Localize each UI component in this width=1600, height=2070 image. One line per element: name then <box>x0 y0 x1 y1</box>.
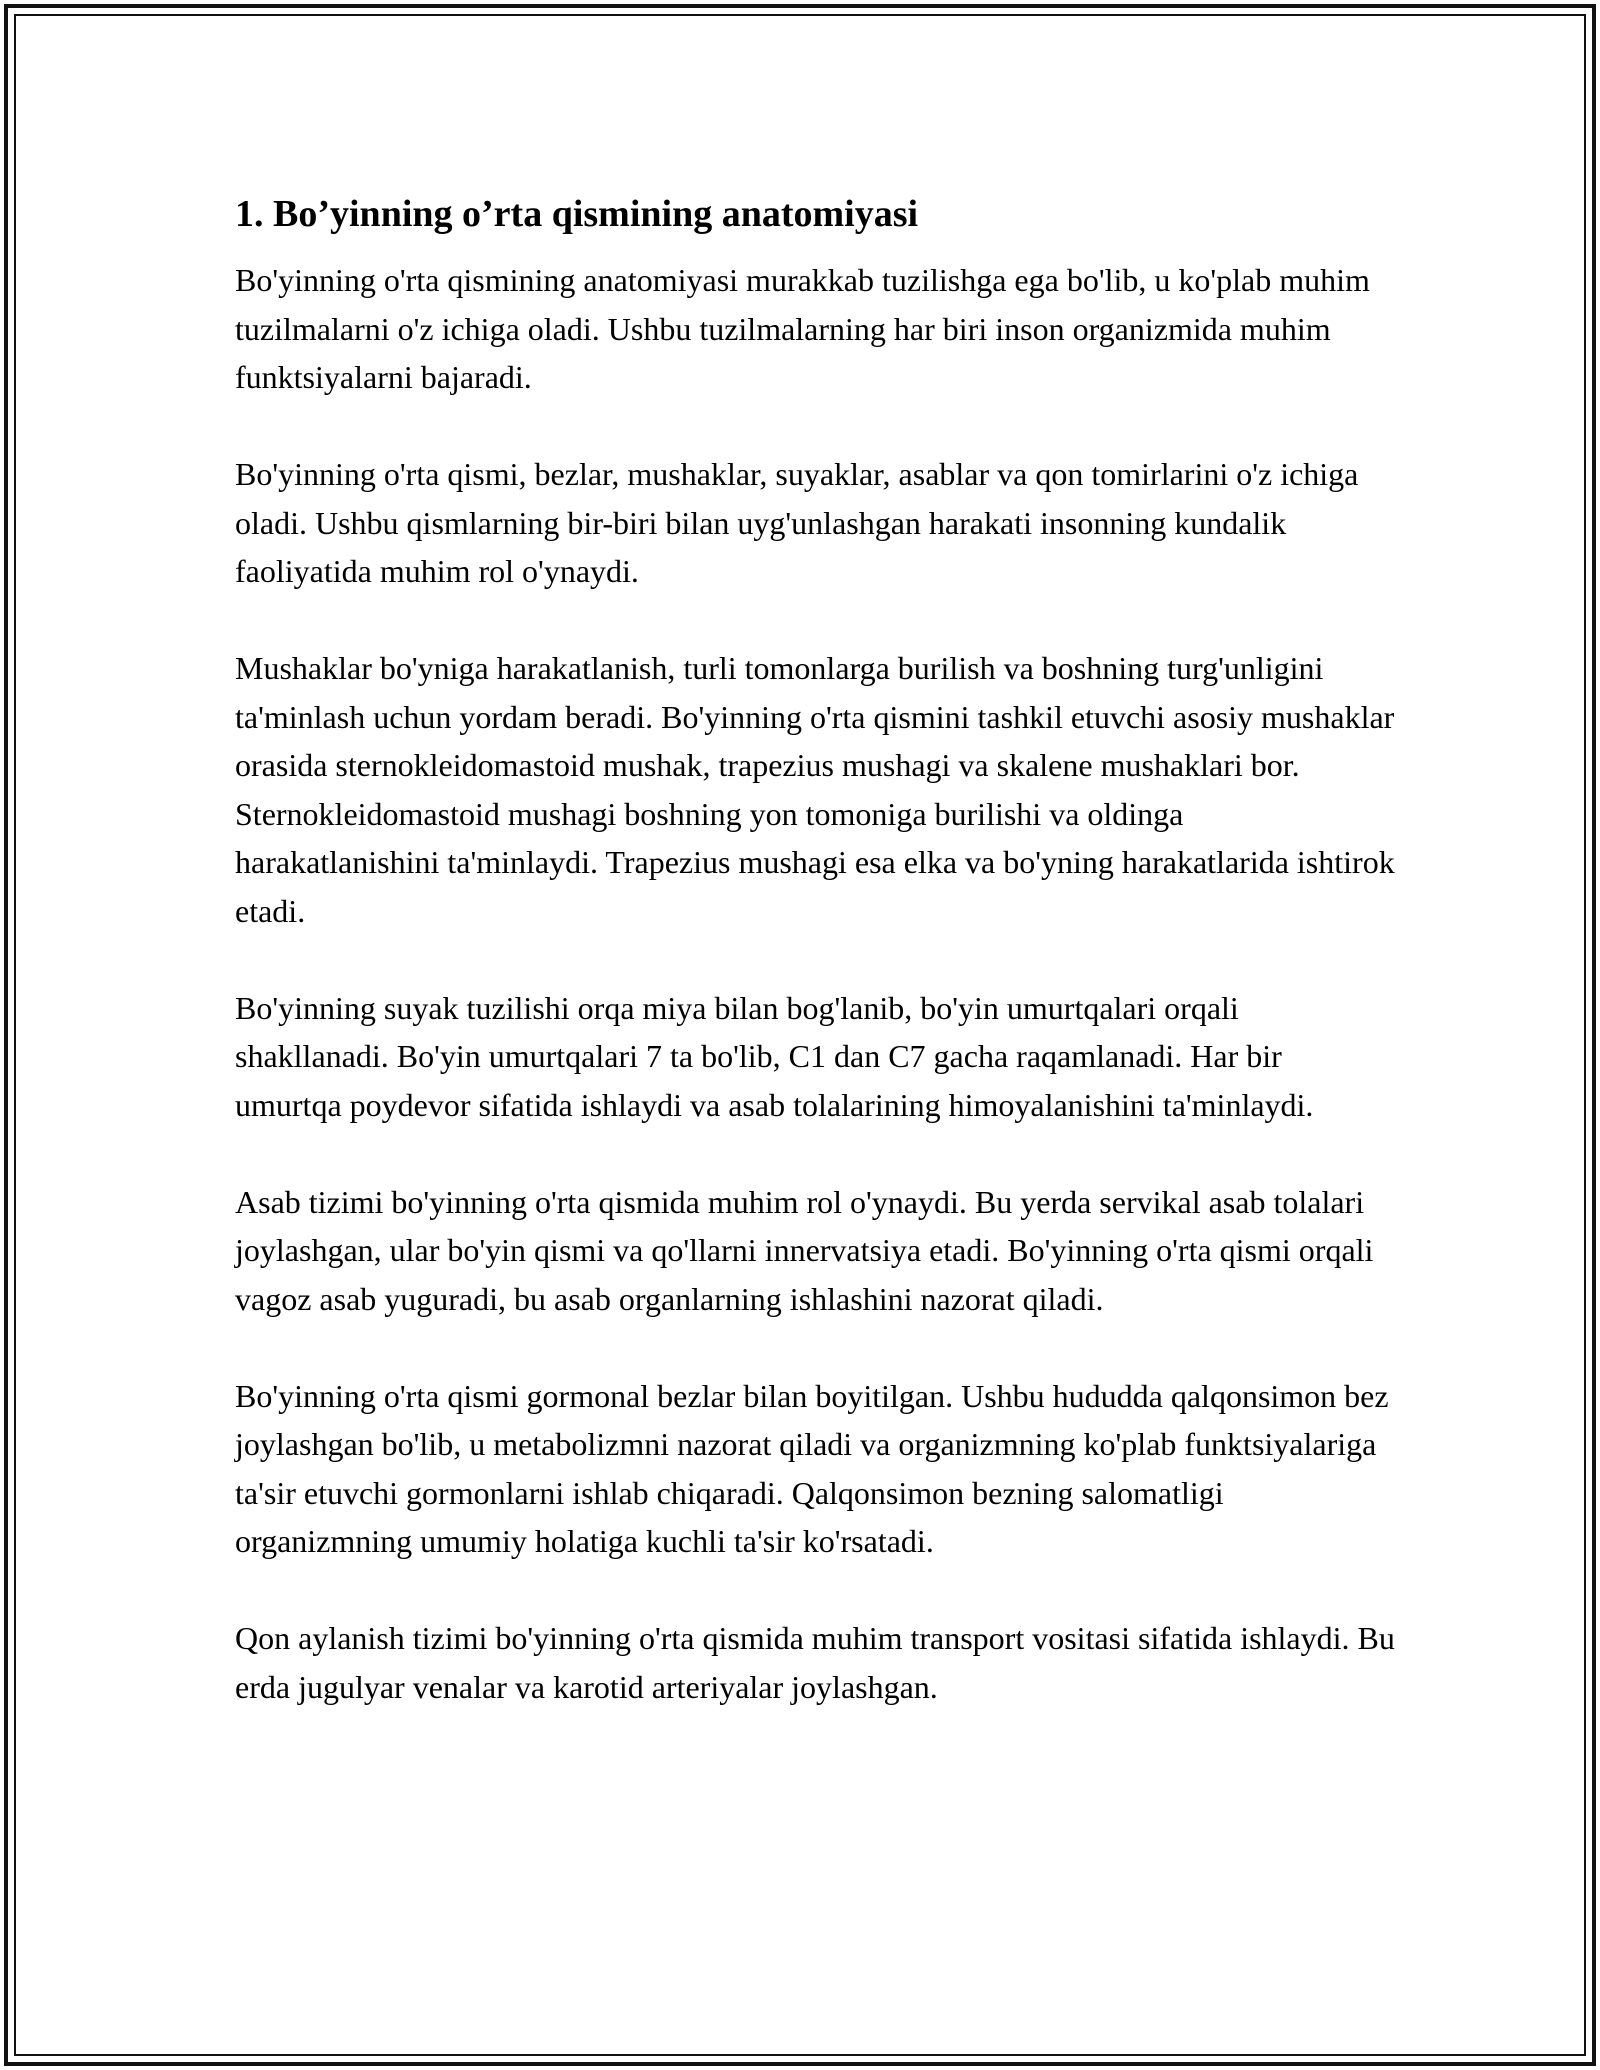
paragraph-1: Bo'yinning o'rta qismining anatomiyasi murakkab tuzilishga ega bo'lib, u ko'plab muhim tuzilmalarni o'z ichiga oladi. Ushbu tuzilmalarning har biri inson organizmida muhim funktsiyalarni bajaradi. <box>235 262 1370 395</box>
section-heading: 1. Bo’yinning o’rta qismining anatomiyasi <box>235 193 919 235</box>
paragraph-4: Bo'yinning suyak tuzilishi orqa miya bilan bog'lanib, bo'yin umurtqalari orqali shakllanadi. Bo'yin umurtqalari 7 ta bo'lib, C1 dan C7 gacha raqamlanadi. Har bir umurtqa poydevor sifatida ishlaydi va asab tolalarining himoyalanishini ta'minlaydi. <box>235 989 1314 1123</box>
paragraph-2: Bo'yinning o'rta qismi, bezlar, mushaklar, suyaklar, asablar va qon tomirlarini o'z ichiga oladi. Ushbu qismlarning bir-biri bilan uyg'unlashgan harakati insonning kundalik faoliyatida muhim rol o'ynaydi. <box>235 456 1359 589</box>
paragraph-5: Asab tizimi bo'yinning o'rta qismida muhim rol o'ynaydi. Bu yerda servikal asab tolalari joylashgan, ular bo'yin qismi va qo'llarni innervatsiya etadi. Bo'yinning o'rta qismi orqali vagoz asab yuguradi, bu asab organlarning ishlashini nazorat qiladi. <box>235 1183 1374 1317</box>
paragraph-7: Qon aylanish tizimi bo'yinning o'rta qismida muhim transport vositasi sifatida ishlaydi. Bu erda jugulyar venalar va karotid arteriyalar joylashgan. <box>235 1620 1395 1705</box>
document-body <box>235 186 1395 1711</box>
paragraph-3: Mushaklar bo'yniga harakatlanish, turli tomonlarga burilish va boshning turg'unligini ta'minlash uchun yordam beradi. Bo'yinning o'rta qismini tashkil etuvchi asosiy mushaklar orasida sternokleidomastoid mushak, trapezius mushagi va skalene mushaklari bor. Sternokleidomastoid mushagi boshning yon tomoniga burilishi va oldinga harakatlanishini ta'minlaydi. Trapezius mushagi esa elka va bo'yning harakatlarida ishtirok etadi. <box>235 650 1395 929</box>
paragraph-6: Bo'yinning o'rta qismi gormonal bezlar bilan boyitilgan. Ushbu hududda qalqonsimon bez joylashgan bo'lib, u metabolizmni nazorat qiladi va organizmning ko'plab funktsiyalariga ta'sir etuvchi gormonlarni ishlab chiqaradi. Qalqonsimon bezning salomatligi organizmning umumiy holatiga kuchli ta'sir ko'rsatadi. <box>235 1377 1389 1559</box>
